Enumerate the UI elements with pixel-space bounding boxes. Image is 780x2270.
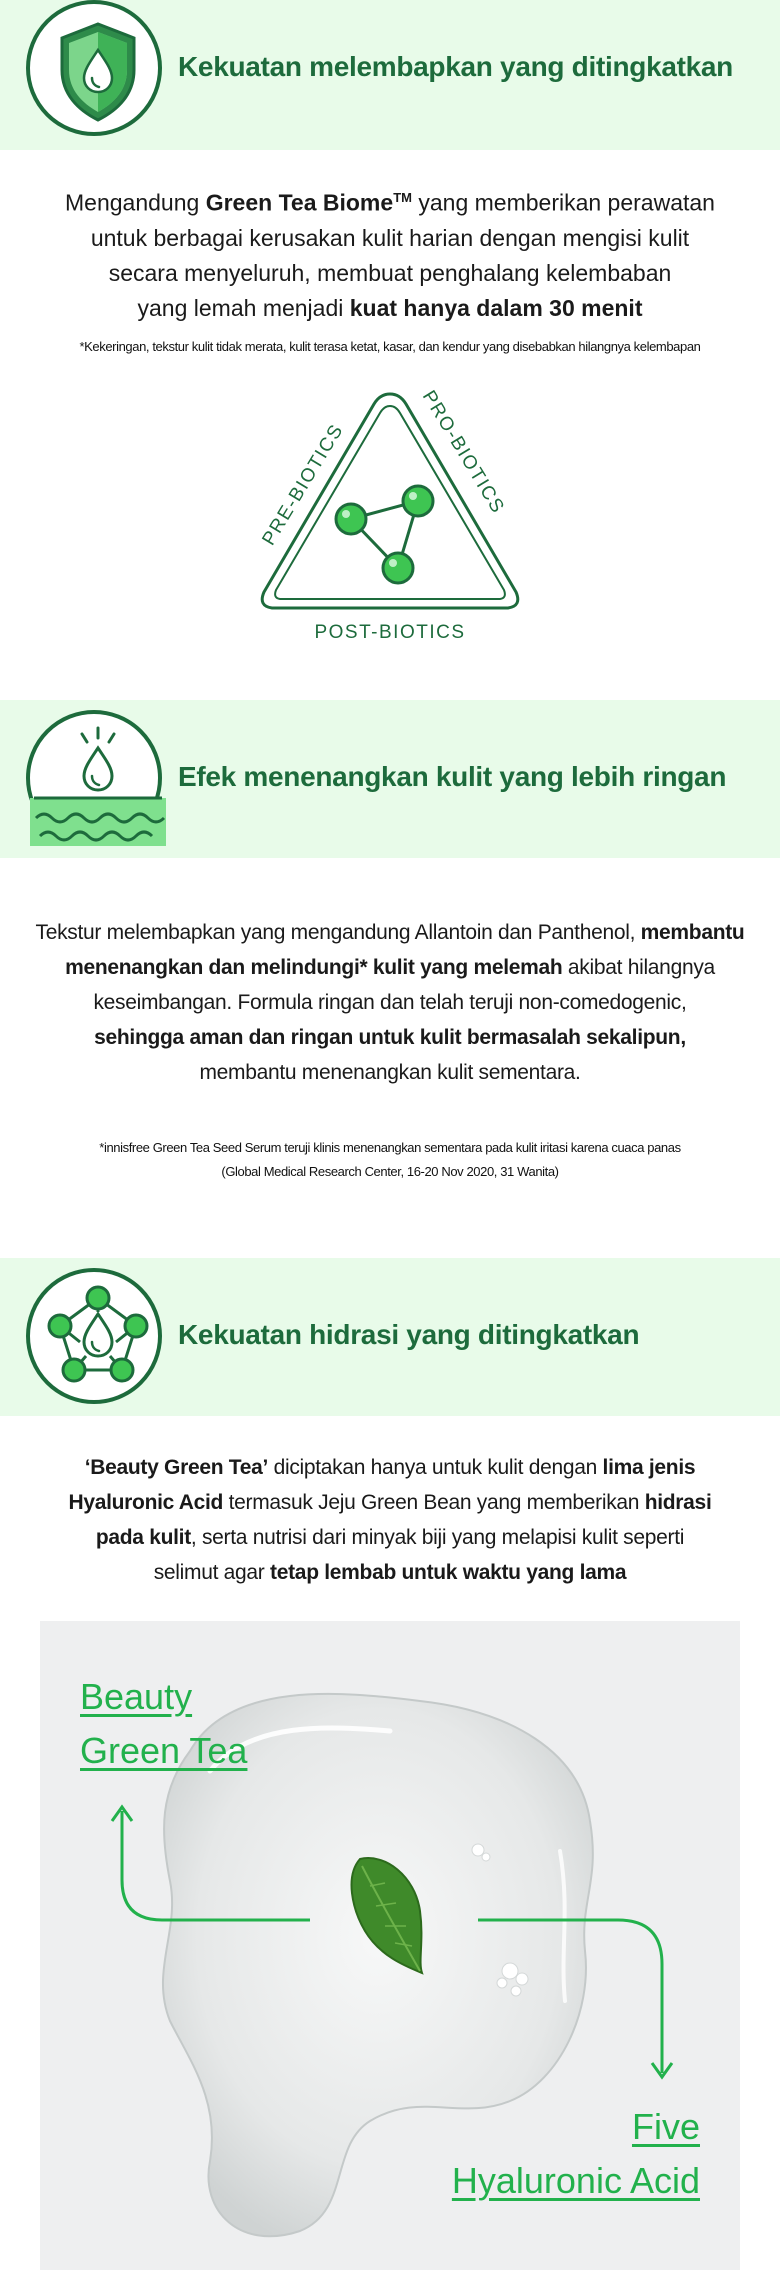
beauty-green-tea-label [80,1670,247,1778]
body-line [0,915,780,950]
body-text-bold: Hyaluronic Acid [68,1491,224,1514]
body-text-bold: tetap lembab untuk waktu yang lama [270,1561,627,1584]
body-line [0,291,780,326]
serum-texture-photo [40,1621,740,2270]
biotics-diagram [250,380,530,650]
body-text: selimut agar [153,1561,271,1584]
section-1-title: Kekuatan melembapkan yang ditingkatkan [178,51,733,82]
label-line: Five [631,2106,700,2147]
pro-biotics-label: PRO-BIOTICS [417,387,509,518]
body-line [0,256,780,291]
body-text: untuk berbagai kerusakan kulit harian dengan mengisi kulit [90,224,690,251]
body-text-bold: lima jenis [602,1456,696,1479]
body-text: Mengandung [65,189,206,216]
body-text-bold: kuat hanya dalam 30 menit [349,294,643,321]
trademark-sup: TM [393,190,412,205]
section-2-header [0,700,780,858]
five-hyaluronic-acid-label [452,2100,700,2208]
body-text: secara menyeluruh, membuat penghalang kelembaban [108,259,672,286]
body-line [0,221,780,256]
body-text: yang lemah menjadi [137,294,350,321]
shield-drop-icon [30,4,166,140]
body-line [0,180,780,221]
body-text-bold: hidrasi [644,1491,712,1514]
body-text-bold: Green Tea Biome [205,189,394,216]
body-text-bold: pada kulit [95,1526,191,1549]
section-3-body [0,1450,780,1590]
body-text: yang memberikan perawatan [411,189,715,216]
body-line [0,1450,780,1485]
label-line: Beauty [80,1676,193,1717]
molecule-icon [336,486,433,583]
section-2-badge [26,710,162,846]
section-1-body [0,180,780,326]
body-line [0,985,780,1020]
body-line [0,1555,780,1590]
body-text-bold: ‘Beauty Green Tea’ [84,1456,269,1479]
body-text-bold: sehingga aman dan ringan untuk kulit bermasalah sekalipun, [94,1026,686,1049]
section-2-footnote [0,1136,780,1184]
footnote-text: (Global Medical Research Center, 16-20 Nov 2020, 31 Wanita) [221,1164,559,1179]
body-text: keseimbangan. Formula ringan dan telah teruji non-comedogenic, [93,991,687,1014]
section-1-badge [26,0,162,136]
body-text-bold: membantu [640,921,745,944]
footnote-text: *Kekeringan, tekstur kulit tidak merata, kulit terasa ketat, kasar, dan kendur yang disebabkan hilangnya kelembapan [79,339,701,354]
body-text: Tekstur melembapkan yang mengandung Allantoin dan Panthenol, [35,921,641,944]
label-line: Hyaluronic Acid [451,2160,700,2201]
molecule-drop-icon [30,1272,166,1408]
body-line [0,950,780,985]
section-2-body [0,915,780,1090]
section-1-header [0,0,780,150]
body-text: , serta nutrisi dari minyak biji yang melapisi kulit seperti [190,1526,685,1549]
section-3-title: Kekuatan hidrasi yang ditingkatkan [178,1319,640,1350]
pre-biotics-label: PRE-BIOTICS [258,420,348,550]
body-text: akibat hilangnya [562,956,715,979]
section-3-badge [26,1268,162,1404]
footnote-text: *innisfree Green Tea Seed Serum teruji klinis menenangkan sementara pada kulit iritasi karena cuaca panas [99,1140,681,1155]
body-text: termasuk Jeju Green Bean yang memberikan [223,1491,645,1514]
body-line [0,1020,780,1055]
section-2-title: Efek menenangkan kulit yang lebih ringan [178,761,727,792]
body-text: membantu menenangkan kulit sementara. [199,1061,581,1084]
post-biotics-label: POST-BIOTICS [314,622,466,643]
section-3-header [0,1258,780,1416]
body-text: diciptakan hanya untuk kulit dengan [268,1456,603,1479]
drop-wave-icon [30,714,166,850]
body-line [0,1520,780,1555]
section-1-footnote [0,338,780,356]
body-text-bold: menenangkan dan melindungi* kulit yang melemah [65,956,563,979]
label-line: Green Tea [80,1730,248,1771]
body-line [0,1055,780,1090]
body-line [0,1485,780,1520]
